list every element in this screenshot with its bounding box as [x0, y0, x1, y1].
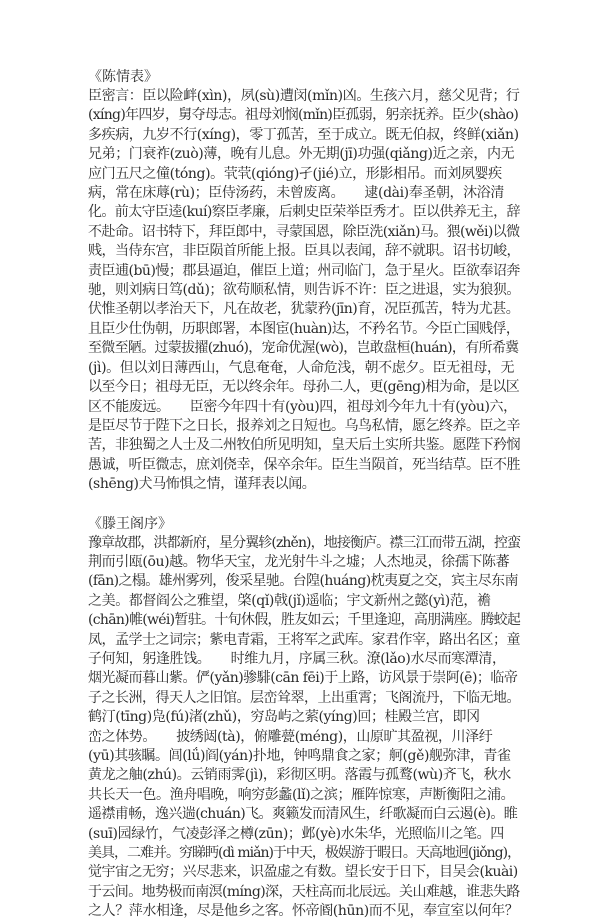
- section-body: [88, 534, 521, 922]
- section-chen-qing-biao: [88, 68, 520, 495]
- text-line: 是臣尽节于陛下之日长，报养刘之日短也。乌鸟私情，愿乞终养。臣之辛: [88, 417, 520, 434]
- section-body: [88, 87, 520, 495]
- text-line: 觉宇宙之无穷；兴尽悲来，识盈虚之有数。望长安于日下，目吴会(kuài): [88, 864, 518, 881]
- text-line: 应门五尺之僮(tóng)。茕茕(qióng)孑(jié)立，形影相吊。而刘夙婴疾: [88, 165, 502, 182]
- text-line: 遥襟甫畅，逸兴遄(chuán)飞。爽籁发而清风生，纤歌凝而白云遏(è)。睢: [88, 806, 518, 823]
- text-line: 伏惟圣朝以孝治天下，凡在故老，犹蒙矜(jīn)育，况臣孤苦，特为尤甚。: [88, 301, 520, 318]
- section-title: 《滕王阁序》: [88, 515, 172, 532]
- text-line: 豫章故郡，洪都新府，星分翼轸(zhěn)，地接衡庐。襟三江而带五湖，控蛮: [88, 534, 521, 551]
- text-line: 之美。都督阎公之雅望，棨(qǐ)戟(jǐ)遥临；宇文新州之懿(yì)范，襜: [88, 592, 491, 609]
- text-line: (shēng)犬马怖惧之情，谨拜表以闻。: [88, 476, 316, 493]
- text-line: 鹤汀(tīng)凫(fú)渚(zhǔ)，穷岛屿之萦(yíng)回；桂殿兰宫，即冈: [88, 709, 480, 726]
- text-line: 兄弟；门衰祚(zuò)薄，晚有儿息。外无期(jī)功强(qiǎng)近之亲，内无: [88, 146, 515, 163]
- text-line: 苦，非独蜀之人士及二州牧伯所见明知，皇天后土实所共鉴。愿陛下矜悯: [88, 437, 520, 454]
- text-line: 且臣少仕伪朝，历职郎署，本图宦(huàn)达，不矜名节。今臣亡国贱俘，: [88, 320, 520, 337]
- text-line: 凤，孟学士之词宗；紫电青霜，王将军之武库。家君作宰，路出名区；童: [88, 631, 520, 648]
- text-line: (suī)园绿竹，气凌彭泽之樽(zūn)；邺(yè)水朱华，光照临川之笔。四: [88, 825, 504, 842]
- text-line: 贱，当侍东宫，非臣陨首所能上报。臣具以表闻，辞不就职。诏书切峻，: [88, 243, 520, 260]
- text-line: 愚诚，听臣微志，庶刘侥幸，保卒余年。臣生当陨首，死当结草。臣不胜: [88, 456, 520, 473]
- text-line: 之人？萍水相逢，尽是他乡之客。怀帝阍(hūn)而不见，奉宣室以何年？: [88, 903, 519, 920]
- section-gap: [88, 495, 512, 515]
- text-line: (chān)帷(wéi)暂驻。十旬休假，胜友如云；千里逢迎，高朋满座。腾蛟起: [88, 612, 521, 629]
- text-line: 峦之体势。 披绣闼(tà)，俯雕甍(méng)，山原旷其盈视，川泽纡: [88, 728, 493, 745]
- text-line: 不赴命。诏书特下，拜臣郎中，寻蒙国恩，除臣洗(xiǎn)马。猥(wěi)以微: [88, 223, 520, 240]
- text-line: 化。前太守臣逵(kuí)察臣孝廉，后刺史臣荣举臣秀才。臣以供养无主，辞: [88, 204, 520, 221]
- text-line: (yū)其骇瞩。闾(lǘ)阎(yán)扑地，钟鸣鼎食之家；舸(gě)舰弥津，青雀: [88, 748, 511, 764]
- text-line: 病，常在床蓐(rù)；臣侍汤药，未曾废离。 逮(dài)奉圣朝，沐浴清: [88, 185, 504, 202]
- text-line: 至微至陋。过蒙拔擢(zhuó)，宠命优渥(wò)，岂敢盘桓(huán)，有所希冀: [88, 340, 519, 357]
- text-line: 子何知，躬逢胜饯。 时维九月，序属三秋。潦(lǎo)水尽而寒潭清，: [88, 650, 506, 667]
- text-line: 于云间。地势极而南溟(míng)深，天柱高而北辰远。关山难越，谁悲失路: [88, 883, 520, 900]
- text-line: 荆而引瓯(ōu)越。物华天宝，龙光射牛斗之墟；人杰地灵，徐孺下陈蕃: [88, 553, 510, 570]
- text-line: 以至今日；祖母无臣，无以终余年。母孙二人，更(gēng)相为命，是以区: [88, 379, 520, 396]
- text-line: 美具，二难并。穷睇眄(dì miǎn)于中天，极娱游于暇日。天高地迥(jiǒng)，: [88, 845, 521, 862]
- text-line: 共长天一色。渔舟唱晚，响穷彭蠡(lǐ)之滨；雁阵惊寒，声断衡阳之浦。: [88, 786, 515, 803]
- text-line: 责臣逋(bū)慢；郡县逼迫，催臣上道；州司临门，急于星火。臣欲奉诏奔: [88, 262, 520, 279]
- section-title: 《陈情表》: [88, 69, 158, 85]
- text-line: 子之长洲，得天人之旧馆。层峦耸翠，上出重霄；飞阁流丹，下临无地。: [88, 689, 520, 706]
- text-line: 区不能废远。 臣密今年四十有(yòu)四，祖母刘今年九十有(yòu)六，: [88, 398, 517, 415]
- text-line: 多疾病，九岁不行(xíng)，零丁孤苦，至于成立。既无伯叔，终鲜(xiǎn): [88, 126, 519, 143]
- section-teng-wang-ge-xu: [88, 515, 521, 922]
- text-line: 烟光凝而暮山紫。俨(yǎn)骖騑(cān fēi)于上路，访风景于崇阿(ē)；临帝: [88, 670, 518, 687]
- text-line: (xíng)年四岁，舅夺母志。祖母刘悯(mǐn)臣孤弱，躬亲抚养。臣少(shào): [88, 107, 519, 124]
- text-line: 臣密言：臣以险衅(xìn)，夙(sù)遭闵(mǐn)凶。生孩六月，慈父见背；行: [88, 88, 520, 104]
- text-line: 驰，则刘病日笃(dǔ)；欲苟顺私情，则告诉不许：臣之进退，实为狼狈。: [88, 282, 520, 299]
- text-line: (jì)。但以刘日薄西山，气息奄奄，人命危浅，朝不虑夕。臣无祖母，无: [88, 359, 515, 376]
- text-line: (fān)之榻。雄州雾列，俊采星驰。台隍(huáng)枕夷夏之交，宾主尽东南: [88, 573, 518, 590]
- text-line: 黄龙之舳(zhú)。云销雨霁(jì)，彩彻区明。落霞与孤鹜(wù)齐飞，秋水: [88, 767, 511, 784]
